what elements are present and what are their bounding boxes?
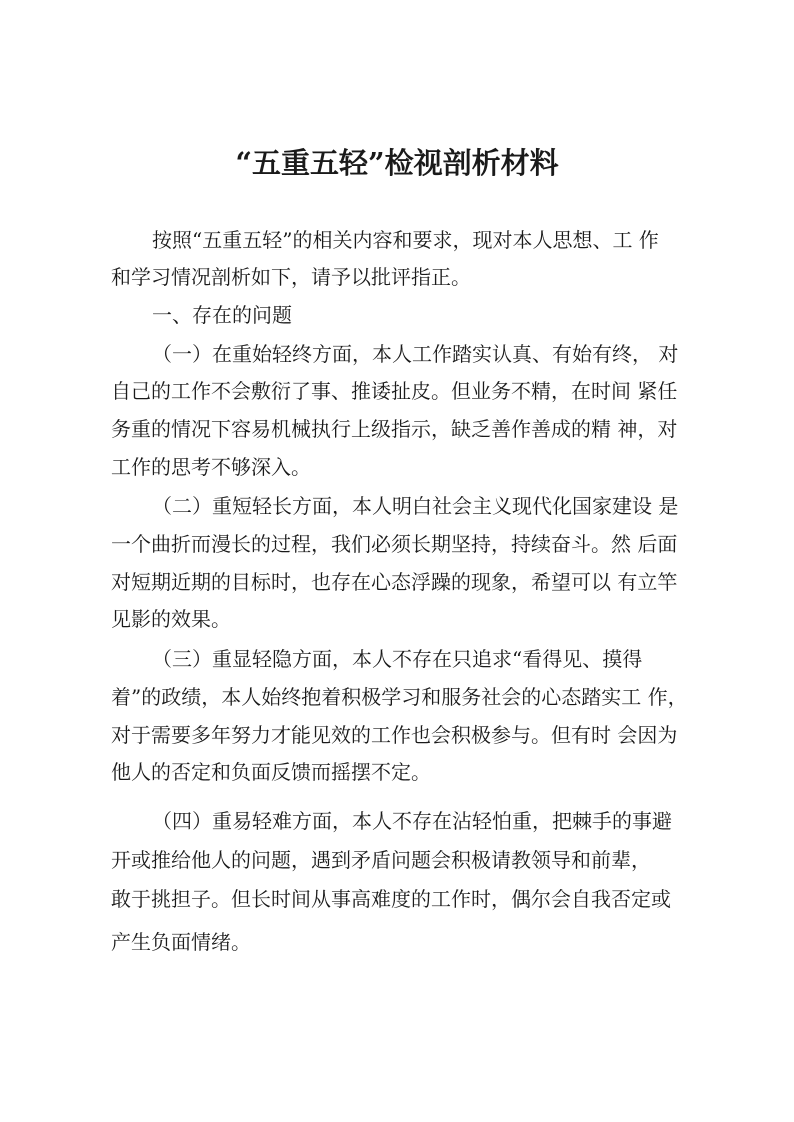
paragraph-line: 敢于挑担子。但长时间从事高难度的工作时，偶尔会自我否定或 [111, 887, 671, 911]
paragraph-line: 按照“五重五轻”的相关内容和要求，现对本人思想、工 作 [152, 228, 659, 252]
paragraph-line: 对于需要多年努力才能见效的工作也会积极参与。但有时 会因为 [111, 723, 678, 747]
paragraph-line: 自己的工作不会敷衍了事、推诿扯皮。但业务不精，在时间 紧任 [111, 379, 678, 403]
paragraph-line: （一）在重始轻终方面，本人工作踏实认真、有始有终， 对 [152, 342, 679, 366]
paragraph-line: （四）重易轻难方面，本人不存在沾轻怕重，把棘手的事避 [152, 809, 672, 833]
paragraph-line: 和学习情况剖析如下，请予以批评指正。 [111, 265, 471, 289]
paragraph-line: 产生负面情绪。 [111, 930, 251, 954]
paragraph-line: 务重的情况下容易机械执行上级指示，缺乏善作善成的精 神，对 [111, 417, 678, 441]
paragraph-line: 他人的否定和负面反馈而摇摆不定。 [111, 760, 431, 784]
section-heading: 一、存在的问题 [152, 303, 292, 327]
document-title: “五重五轻”检视剖析材料 [235, 146, 559, 180]
paragraph-line: 对短期近期的目标时，也存在心态浮躁的现象，希望可以 有立竿 [111, 570, 678, 594]
paragraph-line: 开或推给他人的问题，遇到矛盾问题会积极请教领导和前辈， [111, 848, 651, 872]
paragraph-line: （二）重短轻长方面，本人明白社会主义现代化国家建设 是 [152, 494, 679, 518]
paragraph-line: 着”的政绩，本人始终抱着积极学习和服务社会的心态踏实工 作， [111, 685, 688, 709]
paragraph-line: 工作的思考不够深入。 [111, 455, 311, 479]
paragraph-line: （三）重显轻隐方面，本人不存在只追求“看得见、摸得 [152, 647, 643, 671]
paragraph-line: 见影的效果。 [111, 607, 231, 631]
paragraph-line: 一个曲折而漫长的过程，我们必须长期坚持，持续奋斗。然 后面 [111, 532, 678, 556]
